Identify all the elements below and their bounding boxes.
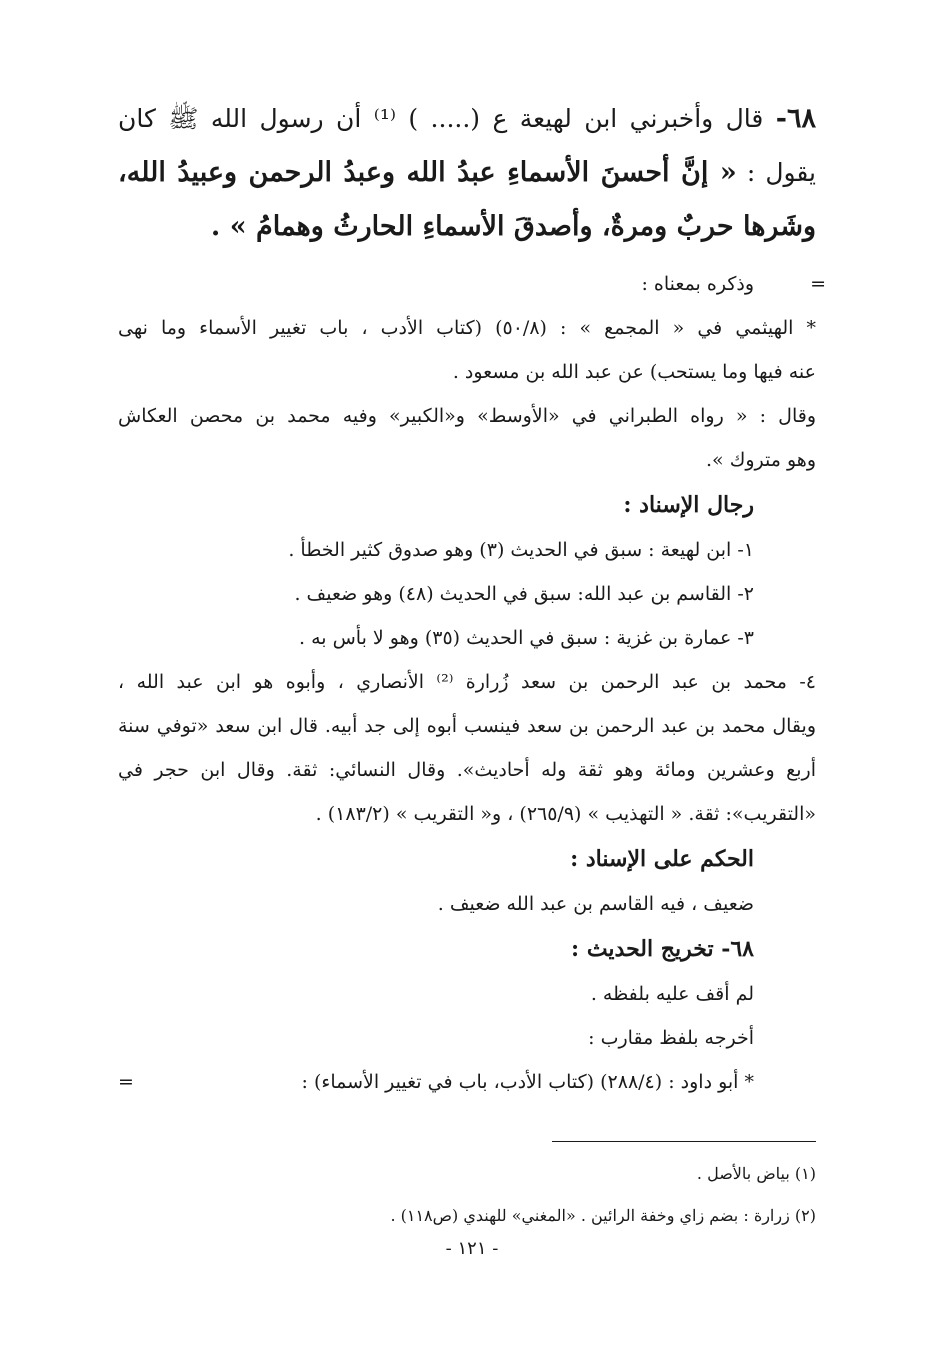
footnote-2: (٢) زرارة : بضم زاي وخفة الرائين . «المغني» للهندي (ص١١٨) .: [390, 1206, 816, 1225]
rijal-item-2: ٢- القاسم بن عبد الله: سبق في الحديث (٤٨) وهو ضعيف .: [294, 583, 754, 605]
rijal-item-4-line-4: «التقريب»: ثقة. « التهذيب » (٢٦٥/٩) ، و« التقريب » (١٨٣/٢) .: [315, 803, 816, 825]
commentary: [118, 262, 826, 1104]
hadith-intro: قال وأخبرني ابن لهيعة ع (..... ) ⁽¹⁾ أن رسول الله ﷺ كان يقول :: [118, 104, 817, 187]
mentioned-text: وذكره بمعناه :: [641, 273, 754, 295]
rijal-item-4-line-2: ويقال محمد بن عبد الرحمن بن سعد فينسب أبوه إلى جد أبيه. قال ابن سعد «توفي سنة: [118, 715, 816, 737]
hadith-quote: « إنَّ أحسنَ الأسماءِ عبدُ الله وعبدُ الرحمن وعبيدُ الله، وشَرها حربٌ ومرةٌ، وأصدقَ الأسماءِ الحارثُ وهمامُ » .: [118, 157, 816, 242]
hukm-text: ضعيف ، فيه القاسم بن عبد الله ضعيف .: [437, 893, 754, 915]
takhrij-line-1: لم أقف عليه بلفظه .: [590, 983, 754, 1005]
continuation-mark: =: [810, 273, 826, 295]
takhrij-heading: ٦٨- تخريج الحديث :: [571, 936, 754, 962]
footnote-1: (١) بياض بالأصل .: [696, 1164, 816, 1183]
haythami-line-1: * الهيثمي في « المجمع » : (٥٠/٨) (كتاب الأدب ، باب تغيير الأسماء وما نهى: [118, 317, 816, 339]
takhrij-line-3-row: [118, 1060, 816, 1104]
takhrij-line-2: أخرجه بلفظ مقارب :: [588, 1027, 754, 1049]
mentioned-line: [118, 262, 826, 306]
hadith-text: [118, 92, 816, 254]
footnote-divider: [552, 1141, 816, 1142]
rijal-item-4-line-3: أربع وعشرين ومائة وهو ثقة وله أحاديث». وقال النسائي: ثقة. وقال ابن حجر في: [118, 759, 816, 781]
hadith-number: ٦٨-: [775, 103, 816, 134]
said-line-2: وهو متروك ».: [706, 449, 816, 471]
hukm-heading: الحكم على الإسناد :: [570, 846, 754, 872]
haythami-line-2: عنه فيها وما يستحب) عن عبد الله بن مسعود .: [452, 361, 816, 383]
end-mark: =: [118, 1071, 134, 1093]
takhrij-line-3: * أبو داود : (٢٨٨/٤) (كتاب الأدب، باب في تغيير الأسماء) :: [301, 1071, 754, 1093]
said-line-1: وقال : « رواه الطبراني في «الأوسط» و«الكبير» وفيه محمد بن محصن العكاش: [118, 405, 816, 427]
footnotes: [118, 1153, 816, 1237]
rijal-item-1: ١- ابن لهيعة : سبق في الحديث (٣) وهو صدوق كثير الخطأ .: [288, 539, 754, 561]
rijal-item-3: ٣- عمارة بن غزية : سبق في الحديث (٣٥) وهو لا بأس به .: [299, 627, 754, 649]
page-number: - ١٢١ -: [445, 1238, 499, 1259]
rijal-heading: رجال الإسناد :: [623, 492, 754, 518]
rijal-item-4-line-1: ٤- محمد بن عبد الرحمن بن سعد زُرارة ⁽²⁾ الأنصاري ، وأبوه هو ابن عبد الله ،: [118, 671, 816, 693]
